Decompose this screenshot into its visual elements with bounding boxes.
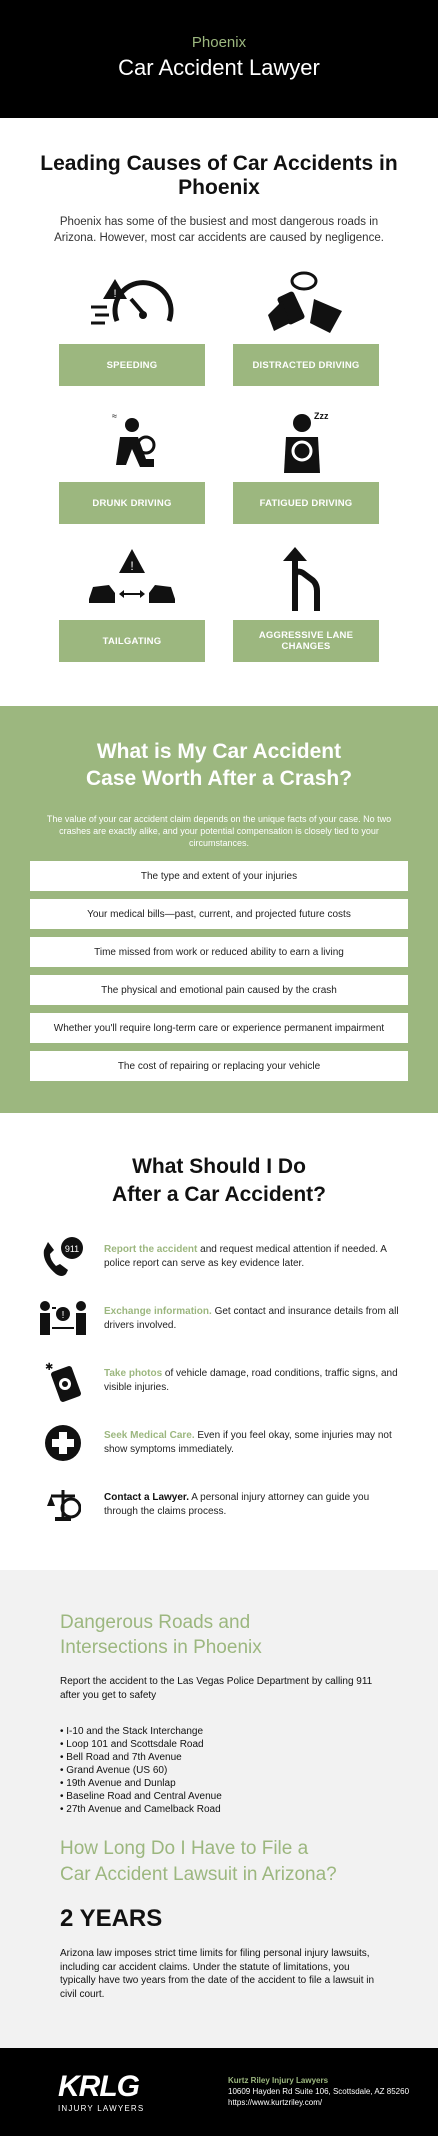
step-rest: of vehicle damage, road conditions, traffic signs, and visible injuries. bbox=[104, 1368, 398, 1393]
logo-mark: KRLG bbox=[58, 2070, 139, 2104]
drunk-driver-icon bbox=[72, 408, 192, 474]
road-item: • 19th Avenue and Dunlap bbox=[60, 1777, 378, 1790]
camera-phone-icon bbox=[36, 1360, 90, 1402]
causes-grid bbox=[30, 270, 408, 662]
sleepy-driver-icon bbox=[246, 408, 366, 474]
roads-note: Report the accident to the Las Vegas Police Department by calling 911 after you get to safety bbox=[60, 1676, 373, 1702]
roads-list bbox=[60, 1725, 378, 1816]
step-lead: Take photos bbox=[104, 1368, 163, 1380]
svg-text:!: ! bbox=[130, 559, 134, 574]
logo-subtitle: INJURY LAWYERS bbox=[58, 2104, 145, 2114]
tailgating-cars-icon bbox=[72, 546, 192, 612]
causes-intro: Phoenix has some of the busiest and most dangerous roads in Arizona. However, most car accidents are caused by negligence. bbox=[54, 216, 384, 245]
roads-title-line2: Intersections in Phoenix bbox=[60, 1637, 262, 1659]
cause-distracted bbox=[233, 270, 379, 386]
step-lead: Report the accident bbox=[104, 1244, 198, 1256]
causes-title: Leading Causes of Car Accidents in Phoenix bbox=[40, 152, 398, 199]
factor-item: The physical and emotional pain caused by the crash bbox=[30, 975, 408, 1005]
causes-section bbox=[0, 118, 438, 686]
step-text bbox=[104, 1491, 402, 1518]
road-item: • I-10 and the Stack Interchange bbox=[60, 1725, 378, 1738]
case-worth-title-line1: What is My Car Accident bbox=[96, 740, 342, 764]
factor-item: The cost of repairing or replacing your vehicle bbox=[30, 1051, 408, 1081]
svg-text:≈: ≈ bbox=[112, 411, 117, 422]
case-worth-title-line2: Case Worth After a Crash? bbox=[85, 767, 353, 791]
speedometer-icon bbox=[72, 270, 192, 336]
phone-steering-icon bbox=[246, 270, 366, 336]
cause-label: AGGRESSIVE LANE CHANGES bbox=[233, 620, 379, 662]
cause-tailgating bbox=[59, 546, 205, 662]
factor-item: Your medical bills—past, current, and projected future costs bbox=[30, 899, 408, 929]
roads-title-line1: Dangerous Roads and bbox=[60, 1611, 251, 1633]
lawsuit-title-line2: Car Accident Lawsuit in Arizona? bbox=[60, 1863, 337, 1885]
svg-text:Zzz: Zzz bbox=[314, 411, 329, 422]
roads-section bbox=[0, 1570, 438, 2048]
road-item: • Grand Avenue (US 60) bbox=[60, 1764, 378, 1777]
cause-lane-change bbox=[233, 546, 379, 662]
step-lead: Seek Medical Care. bbox=[104, 1430, 195, 1442]
header bbox=[0, 0, 438, 118]
step-lead: Exchange information. bbox=[104, 1306, 212, 1318]
lawsuit-title-line1: How Long Do I Have to File a bbox=[60, 1838, 309, 1860]
svg-text:911: 911 bbox=[64, 1243, 80, 1254]
step-rest: Get contact and insurance details from all drivers involved. bbox=[104, 1306, 399, 1331]
roads-title bbox=[60, 1610, 378, 1661]
svg-text:✱: ✱ bbox=[45, 1361, 54, 1373]
firm-name: Kurtz Riley Injury Lawyers bbox=[228, 2076, 329, 2086]
firm-info bbox=[228, 2075, 409, 2109]
lawsuit-title bbox=[60, 1836, 378, 1887]
cause-fatigued bbox=[233, 408, 379, 524]
cause-label: DRUNK DRIVING bbox=[59, 482, 205, 524]
step-rest: and request medical attention if needed. A police report can serve as key evidence later. bbox=[104, 1244, 387, 1269]
step-photos bbox=[36, 1360, 402, 1402]
firm-logo bbox=[58, 2070, 228, 2113]
footer bbox=[0, 2048, 438, 2136]
step-medical bbox=[36, 1422, 402, 1464]
step-exchange bbox=[36, 1298, 402, 1340]
factor-item: Time missed from work or reduced ability to earn a living bbox=[30, 937, 408, 967]
firm-url[interactable]: https://www.kurtzriley.com/ bbox=[228, 2098, 323, 2108]
header-title: Car Accident Lawyer bbox=[118, 55, 320, 80]
svg-text:!: ! bbox=[113, 288, 117, 301]
step-text bbox=[104, 1243, 402, 1270]
road-item: • 27th Avenue and Camelback Road bbox=[60, 1803, 378, 1816]
after-accident-title bbox=[36, 1153, 402, 1208]
step-lawyer bbox=[36, 1484, 402, 1526]
road-item: • Loop 101 and Scottsdale Road bbox=[60, 1738, 378, 1751]
cause-label: DISTRACTED DRIVING bbox=[233, 344, 379, 386]
road-item: • Baseline Road and Central Avenue bbox=[60, 1790, 378, 1803]
medical-cross-icon bbox=[36, 1422, 90, 1464]
law-text: Arizona law imposes strict time limits for filing personal injury lawsuits, including car accident claims. Under the statute of limitations, you typically have two years from the date of the accident to file a lawsuit in civil court. bbox=[60, 1948, 375, 2000]
after-accident-section bbox=[0, 1113, 438, 1570]
after-title-line2: After a Car Accident? bbox=[112, 1182, 326, 1206]
lane-change-arrow-icon bbox=[246, 546, 366, 612]
step-text bbox=[104, 1367, 402, 1394]
svg-text:!: ! bbox=[61, 1309, 65, 1321]
justice-scale-icon bbox=[36, 1484, 90, 1526]
step-report bbox=[36, 1236, 402, 1278]
case-worth-section bbox=[0, 706, 438, 1113]
road-item: • Bell Road and 7th Avenue bbox=[60, 1751, 378, 1764]
cause-drunk bbox=[59, 408, 205, 524]
step-text bbox=[104, 1429, 402, 1456]
header-subtitle: Phoenix bbox=[191, 34, 247, 51]
factor-item: The type and extent of your injuries bbox=[30, 861, 408, 891]
phone-911-icon bbox=[36, 1236, 90, 1278]
years-limit: 2 YEARS bbox=[60, 1905, 163, 1933]
case-worth-title bbox=[30, 738, 408, 793]
step-text bbox=[104, 1305, 402, 1332]
case-worth-description: The value of your car accident claim depends on the unique facts of your case. No two crashes are exactly alike, and your potential compensation is closely tied to your circumstances. bbox=[46, 813, 392, 849]
cause-label: TAILGATING bbox=[59, 620, 205, 662]
after-title-line1: What Should I Do bbox=[132, 1155, 306, 1179]
step-rest: Even if you feel okay, some injuries may not show symptoms immediately. bbox=[104, 1430, 392, 1455]
cause-label: SPEEDING bbox=[59, 344, 205, 386]
cause-speeding bbox=[59, 270, 205, 386]
cause-label: FATIGUED DRIVING bbox=[233, 482, 379, 524]
factor-item: Whether you'll require long-term care or experience permanent impairment bbox=[30, 1013, 408, 1043]
exchange-people-icon bbox=[36, 1298, 90, 1340]
firm-address: 10609 Hayden Rd Suite 106, Scottsdale, AZ 85260 bbox=[228, 2087, 410, 2097]
step-lead: Contact a Lawyer. bbox=[104, 1492, 190, 1504]
step-rest: A personal injury attorney can guide you through the claims process. bbox=[104, 1492, 370, 1517]
